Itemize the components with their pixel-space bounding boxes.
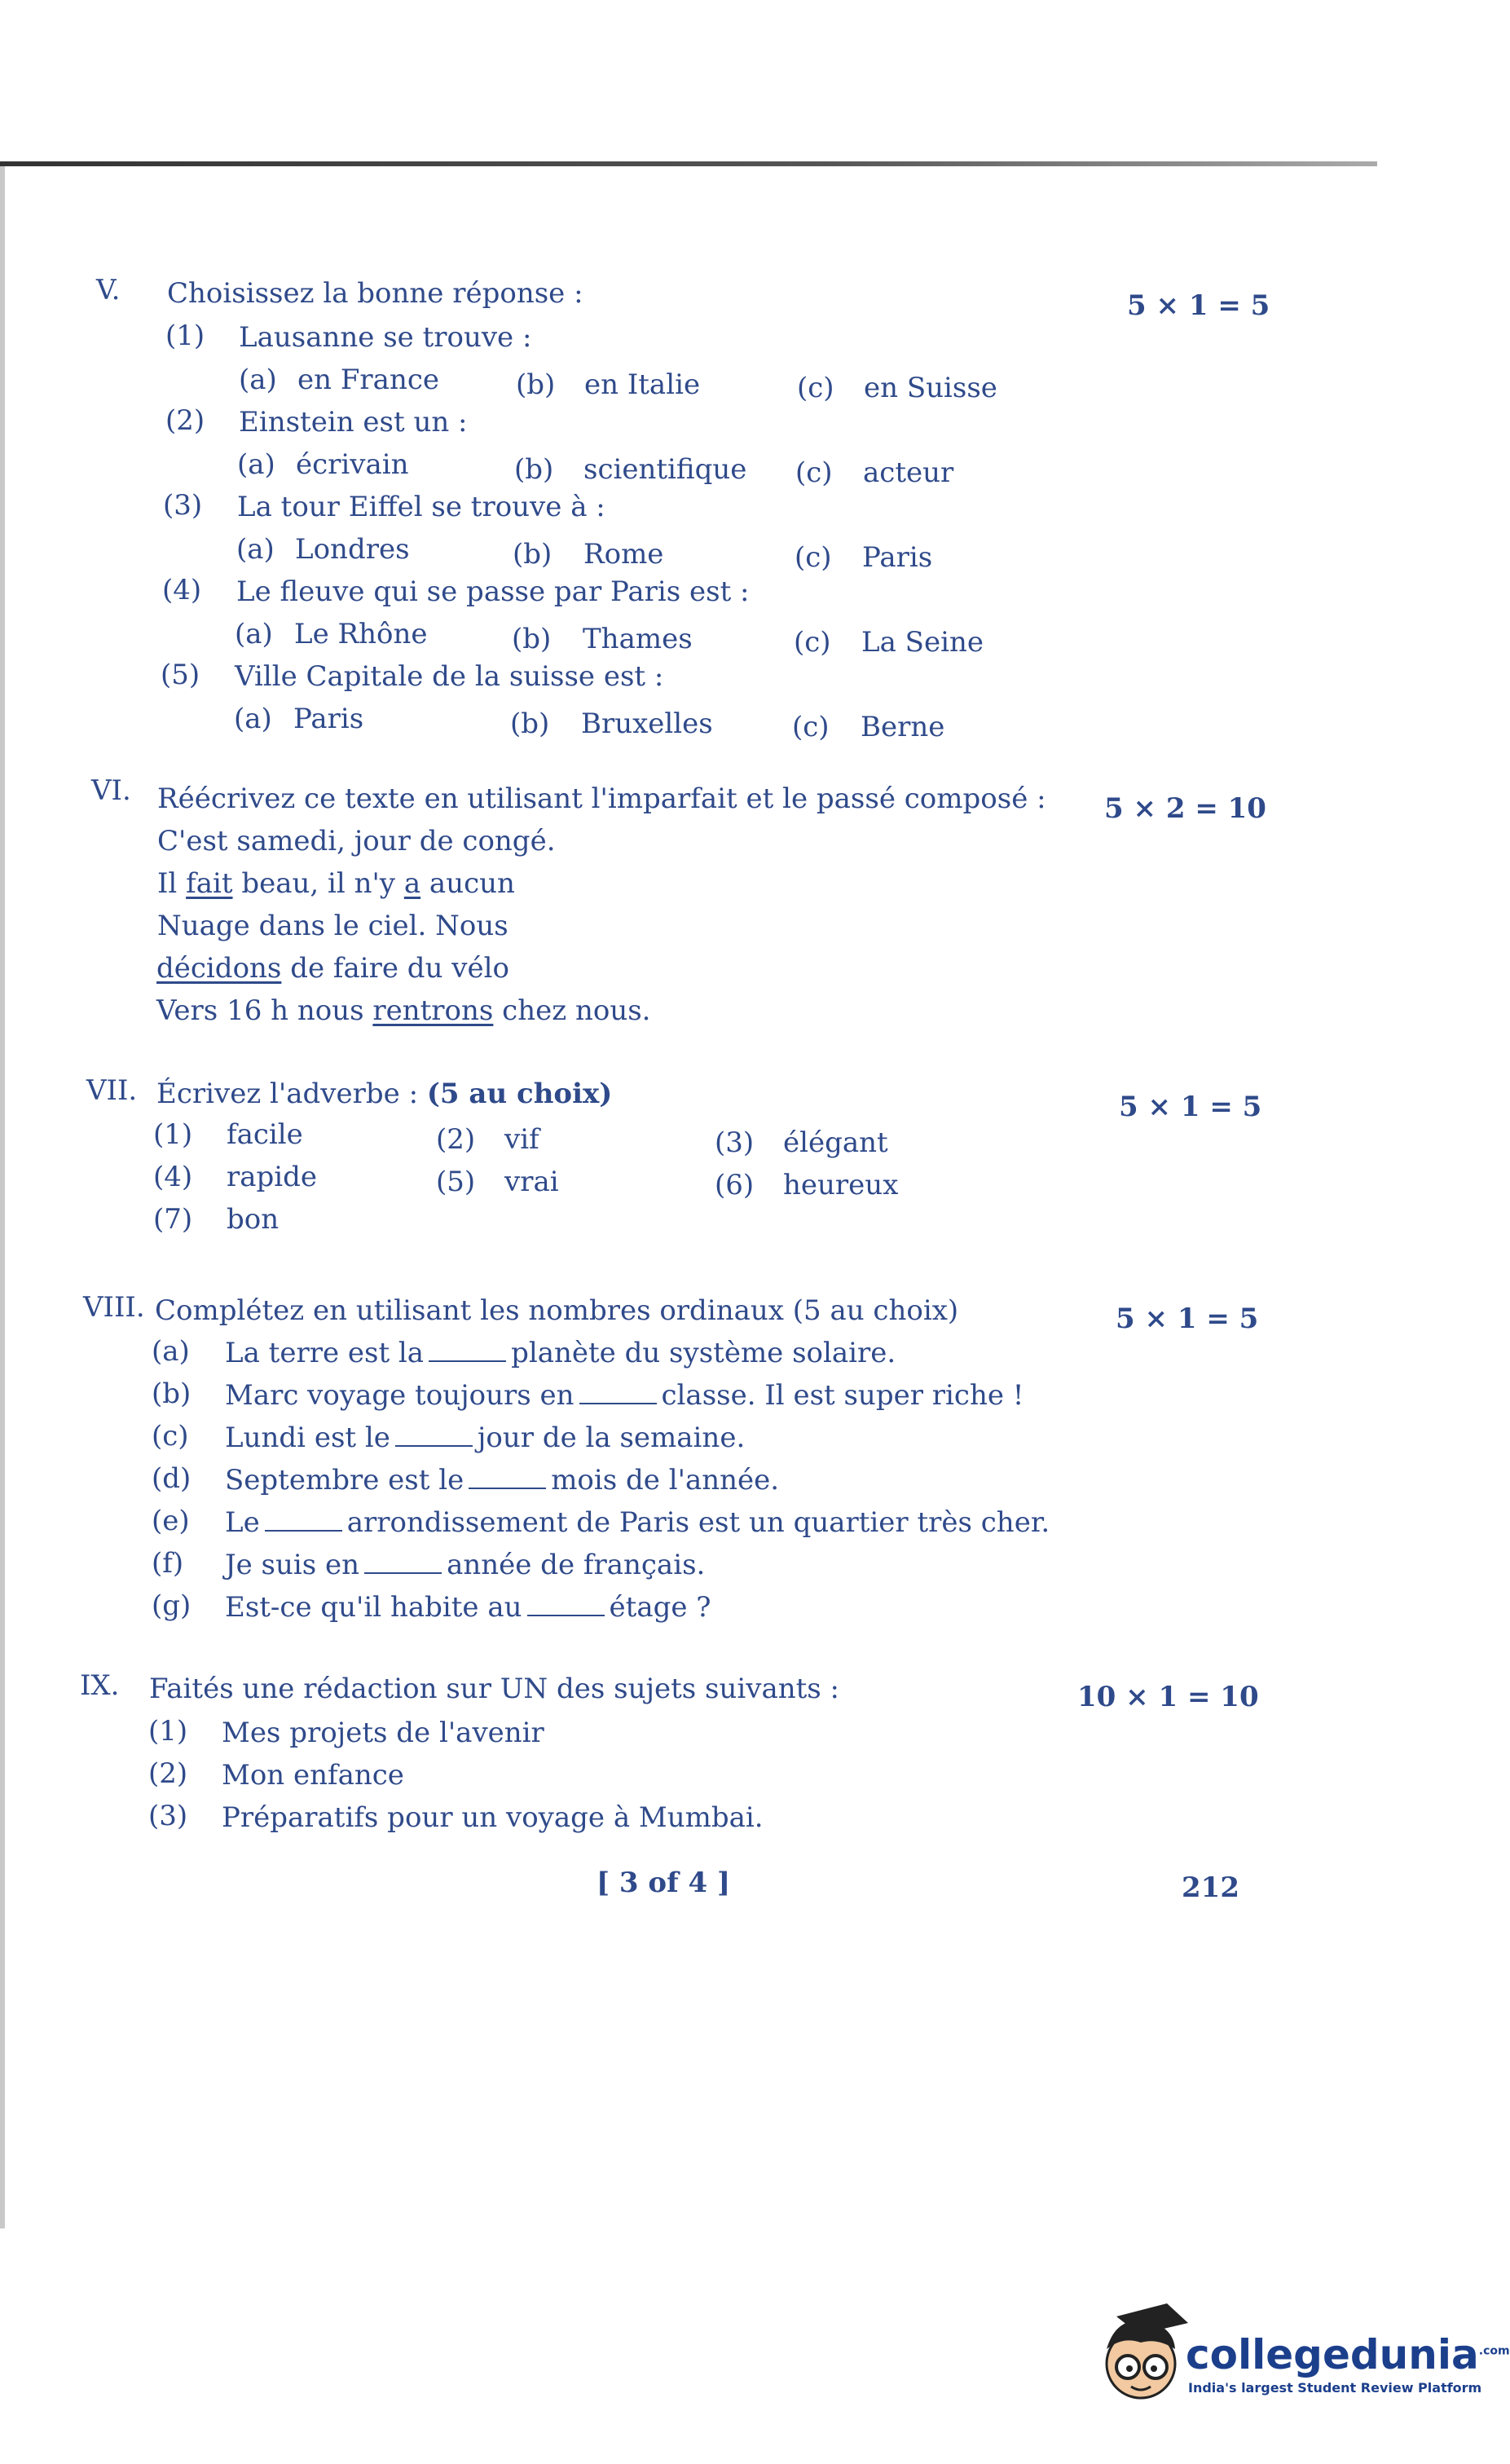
section-vi-marks: 5 × 2 = 10 — [1104, 792, 1266, 825]
vi-line-2-a: Il — [157, 867, 187, 900]
v1-c-label: (c) — [797, 372, 834, 404]
vii-6-word: heureux — [783, 1169, 899, 1201]
v3-c-label: (c) — [795, 541, 832, 574]
ix-3-num: (3) — [148, 1800, 188, 1832]
section-vii-title-text: Écrivez l'adverbe : — [156, 1078, 427, 1110]
v2-b-text: scientifique — [583, 453, 747, 486]
v2-question: Einstein est un : — [239, 406, 468, 439]
viii-d-blank — [469, 1487, 546, 1489]
v4-a-label: (a) — [235, 618, 273, 650]
viii-e-after: arrondissement de Paris est un quartier très cher. — [346, 1506, 1050, 1539]
viii-a-before: La terre est la — [225, 1337, 425, 1369]
viii-d-sentence — [225, 1464, 779, 1496]
vii-5-word: vrai — [504, 1166, 559, 1198]
vi-line-5-b: chez nous. — [493, 994, 651, 1027]
v2-num: (2) — [165, 404, 205, 437]
v2-b-label: (b) — [514, 453, 554, 486]
vi-line-2-b: beau, il n'y — [232, 867, 404, 900]
vii-1-num: (1) — [153, 1118, 193, 1151]
viii-a-num: (a) — [152, 1335, 190, 1368]
section-ix-marks: 10 × 1 = 10 — [1077, 1681, 1259, 1713]
section-viii-title: Complétez en utilisant les nombres ordinaux (5 au choix) — [155, 1294, 959, 1327]
vi-line-5-underlined: rentrons — [372, 994, 494, 1027]
viii-f-blank — [364, 1571, 442, 1574]
v5-question: Ville Capitale de la suisse est : — [235, 660, 664, 693]
v3-num: (3) — [163, 489, 203, 522]
page-left-edge — [0, 166, 5, 2228]
viii-d-after: mois de l'année. — [551, 1464, 780, 1496]
viii-f-num: (f) — [152, 1547, 184, 1580]
v5-num: (5) — [161, 659, 200, 691]
ix-2-text: Mon enfance — [222, 1759, 404, 1792]
viii-f-before: Je suis en — [225, 1549, 360, 1581]
v1-a-label: (a) — [239, 364, 277, 396]
viii-b-before: Marc voyage toujours en — [225, 1379, 575, 1412]
vi-line-4-b: de faire du vélo — [281, 952, 509, 985]
v1-num: (1) — [165, 320, 205, 352]
ix-1-text: Mes projets de l'avenir — [222, 1717, 544, 1749]
logo-tagline: India's largest Student Review Platform — [1188, 2380, 1482, 2396]
vi-line-5 — [156, 994, 650, 1027]
vii-3-num: (3) — [715, 1126, 755, 1159]
v1-c-text: en Suisse — [864, 372, 997, 404]
section-vi-title: Réécrivez ce texte en utilisant l'imparfait et le passé composé : — [157, 782, 1046, 815]
section-vii-title — [156, 1078, 612, 1110]
viii-d-num: (d) — [152, 1462, 192, 1495]
paper-code: 212 — [1182, 1871, 1239, 1904]
viii-a-blank — [429, 1360, 506, 1362]
vi-line-2-underlined-a: a — [403, 867, 421, 900]
v5-c-text: Berne — [861, 711, 945, 743]
v3-a-label: (a) — [236, 533, 275, 566]
v1-b-text: en Italie — [584, 368, 701, 401]
v5-b-label: (b) — [510, 707, 550, 740]
vii-7-num: (7) — [153, 1203, 193, 1236]
section-v-numeral: V. — [96, 274, 121, 306]
vi-line-3: Nuage dans le ciel. Nous — [157, 910, 508, 942]
v4-b-text: Thames — [583, 623, 693, 655]
vi-line-2-c: aucun — [420, 867, 515, 900]
v5-b-text: Bruxelles — [581, 707, 713, 740]
viii-g-before: Est-ce qu'il habite au — [225, 1591, 522, 1624]
v3-b-text: Rome — [583, 538, 664, 571]
v3-c-text: Paris — [862, 541, 933, 574]
viii-a-after: planète du système solaire. — [511, 1337, 896, 1369]
v1-a-text: en France — [297, 364, 440, 396]
vii-7-word: bon — [227, 1203, 280, 1236]
vii-2-word: vif — [504, 1123, 539, 1156]
ix-1-num: (1) — [148, 1715, 188, 1748]
viii-e-blank — [265, 1529, 342, 1532]
viii-c-sentence — [225, 1422, 745, 1454]
viii-a-sentence — [225, 1337, 896, 1369]
v4-question: Le fleuve qui se passe par Paris est : — [236, 575, 750, 608]
vii-1-word: facile — [227, 1118, 303, 1151]
viii-b-after: classe. Il est super riche ! — [661, 1379, 1024, 1412]
vii-5-num: (5) — [436, 1166, 476, 1198]
v2-c-text: acteur — [863, 456, 954, 489]
vii-4-num: (4) — [153, 1161, 193, 1193]
viii-g-after: étage ? — [609, 1591, 711, 1624]
page-number: [ 3 of 4 ] — [597, 1867, 731, 1899]
section-viii-marks: 5 × 1 = 5 — [1116, 1303, 1259, 1335]
logo-wordmark — [1186, 2331, 1510, 2378]
viii-e-num: (e) — [152, 1505, 190, 1537]
v3-a-text: Londres — [295, 533, 410, 566]
vi-line-4-underlined: décidons — [156, 952, 282, 985]
ix-2-num: (2) — [148, 1757, 188, 1790]
v2-a-text: écrivain — [296, 448, 409, 481]
v1-b-label: (b) — [516, 368, 556, 401]
viii-g-num: (g) — [152, 1589, 192, 1622]
section-ix-title: Faités une rédaction sur UN des sujets suivants : — [149, 1673, 840, 1705]
viii-b-sentence — [225, 1379, 1024, 1412]
vi-line-4 — [156, 952, 509, 985]
ix-3-text: Préparatifs pour un voyage à Mumbai. — [222, 1801, 764, 1834]
viii-g-blank — [527, 1614, 605, 1616]
section-viii-numeral: VIII. — [83, 1291, 145, 1324]
v4-c-label: (c) — [794, 626, 831, 659]
viii-c-num: (c) — [152, 1420, 189, 1452]
viii-c-after: jour de la semaine. — [477, 1422, 746, 1454]
vi-line-1: C'est samedi, jour de congé. — [157, 825, 556, 857]
v5-c-label: (c) — [792, 711, 830, 743]
section-v-title: Choisissez la bonne réponse : — [167, 277, 583, 310]
v3-b-label: (b) — [513, 538, 552, 571]
section-vi-numeral: VI. — [91, 774, 131, 807]
vi-line-2-underlined-fait: fait — [186, 867, 233, 900]
vi-line-5-a: Vers 16 h nous — [156, 994, 373, 1027]
section-vii-title-bold: (5 au choix) — [426, 1078, 613, 1110]
section-vii-marks: 5 × 1 = 5 — [1119, 1091, 1262, 1123]
v5-a-text: Paris — [293, 703, 364, 735]
viii-g-sentence — [225, 1591, 711, 1624]
viii-c-blank — [395, 1444, 473, 1447]
vii-6-num: (6) — [715, 1169, 755, 1201]
vii-2-num: (2) — [436, 1123, 476, 1156]
section-ix-numeral: IX. — [80, 1669, 120, 1702]
section-v-marks: 5 × 1 = 5 — [1127, 289, 1270, 322]
viii-f-sentence — [225, 1549, 705, 1581]
v5-a-label: (a) — [234, 703, 272, 735]
v4-a-text: Le Rhône — [294, 618, 428, 650]
viii-b-num: (b) — [152, 1377, 192, 1410]
section-vii-numeral: VII. — [86, 1074, 138, 1107]
vii-3-word: élégant — [783, 1126, 888, 1159]
v4-num: (4) — [162, 574, 202, 606]
viii-c-before: Lundi est le — [225, 1422, 390, 1454]
v3-question: La tour Eiffel se trouve à : — [237, 491, 605, 523]
logo-suffix: .com — [1478, 2344, 1510, 2358]
logo-name: collegedunia — [1186, 2331, 1479, 2378]
viii-e-sentence — [225, 1506, 1050, 1539]
viii-d-before: Septembre est le — [225, 1464, 464, 1496]
viii-b-blank — [579, 1402, 657, 1404]
v2-c-label: (c) — [795, 456, 833, 489]
v1-question: Lausanne se trouve : — [239, 321, 532, 354]
v2-a-label: (a) — [237, 448, 275, 481]
vii-4-word: rapide — [227, 1161, 318, 1193]
v4-b-label: (b) — [512, 623, 552, 655]
v4-c-text: La Seine — [861, 626, 984, 659]
viii-f-after: année de français. — [447, 1549, 706, 1581]
viii-e-before: Le — [225, 1506, 260, 1539]
vi-line-2 — [157, 867, 515, 900]
page-top-border — [0, 161, 1377, 166]
